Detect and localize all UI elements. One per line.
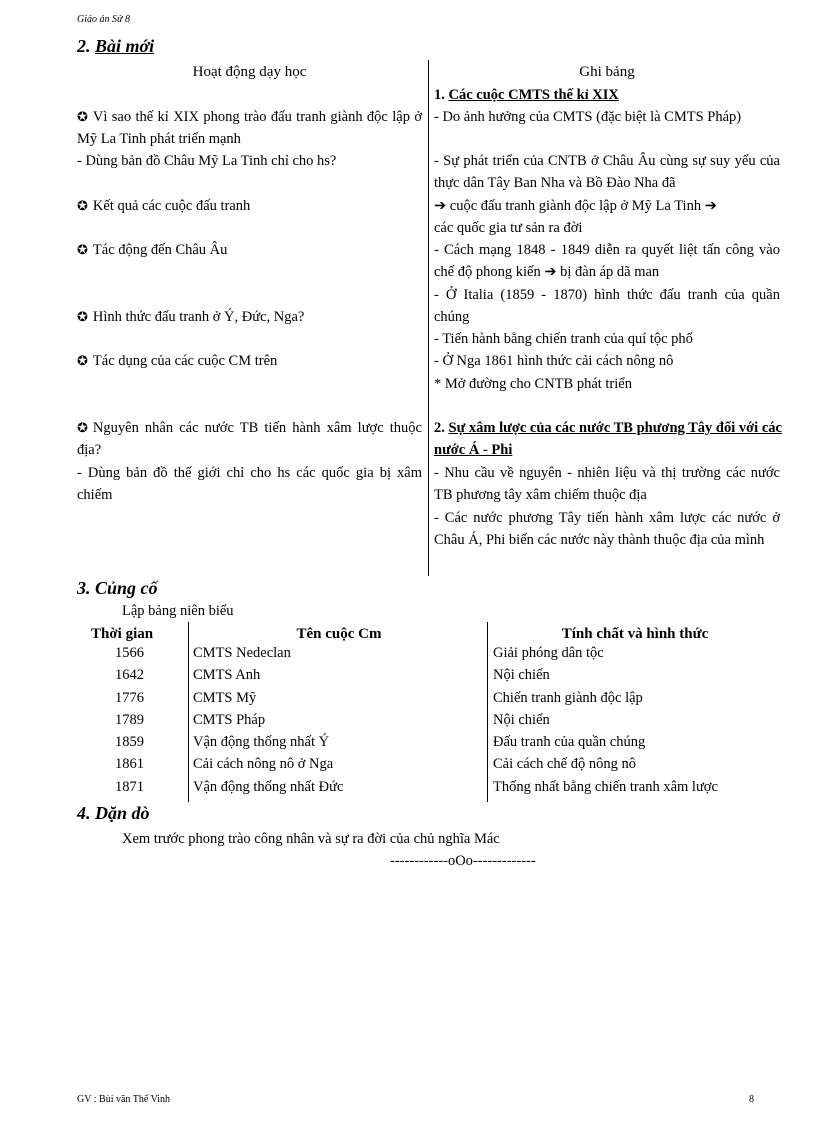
arrow-icon: ➔ (434, 198, 447, 214)
row-time: 1789 (115, 711, 144, 728)
left-item-8: - Dùng bản đồ thế giới chỉ cho hs các quốc gia bị xâm chiếm (77, 465, 422, 504)
left-item-2: - Dùng bản đồ Châu Mỹ La Tinh chỉ cho hs? (77, 153, 337, 169)
header-nature: Tính chất và hình thức (561, 625, 709, 642)
row-name: CMTS Anh (193, 667, 261, 684)
row-name: Vận động thống nhất Đức (193, 778, 344, 795)
row-name: Vận động thống nhất Ý (193, 734, 330, 751)
row-time: 1859 (115, 734, 144, 751)
right-column-heading: Ghi bảng (579, 64, 635, 80)
row-nature: Nội chiến (493, 667, 550, 684)
right-line-11: - Các nước phương Tây tiến hành xâm lược các nước ở Châu Á, Phi biến các nước này thành thuộc địa của mình (434, 510, 780, 549)
row-name: CMTS Nedeclan (193, 645, 291, 661)
bullet-icon: ✪ (77, 309, 88, 324)
row-time: 1642 (115, 667, 144, 684)
footer-page-number: 8 (749, 1094, 754, 1105)
bullet-icon: ✪ (77, 198, 88, 213)
right-line-7: - Tiến hành bằng chiến tranh của quí tộc phổ (434, 331, 693, 347)
left-item-6: ✪ Tác dụng của các cuộc CM trên (77, 353, 278, 369)
row-name: CMTS Pháp (193, 711, 266, 728)
left-item-7: ✪ Nguyên nhân các nước TB tiến hành xâm lược thuộc địa? (77, 420, 422, 459)
header-time: Thời gian (91, 625, 154, 642)
row-nature: Nội chiến (493, 711, 550, 728)
right-subheading-2: 2. Sự xâm lược của các nước TB phương Tây đối với các nước Á - Phi (434, 420, 782, 459)
table-row (91, 690, 781, 712)
table-row (91, 756, 781, 778)
table-row (91, 712, 781, 734)
row-nature: Thống nhất bằng chiến tranh xâm lược (493, 778, 718, 795)
end-separator: ------------oOo------------- (390, 853, 536, 869)
right-line-3: ➔ cuộc đấu tranh giành độc lập ở Mỹ La Tinh ➔ (434, 198, 717, 214)
left-column-heading: Hoạt động dạy học (192, 64, 307, 80)
section-4-text: Xem trước phong trào công nhân và sự ra đời của chủ nghĩa Mác (122, 831, 500, 847)
right-line-4: các quốc gia tư sản ra đời (434, 220, 583, 236)
header-name: Tên cuộc Cm (296, 625, 382, 642)
left-item-4: ✪ Tác động đến Châu Âu (77, 242, 228, 258)
timeline-table (91, 623, 781, 801)
row-nature: Đấu tranh của quần chúng (493, 734, 646, 751)
row-time: 1776 (115, 689, 144, 706)
right-line-10: - Nhu cầu về nguyên - nhiên liệu và thị trường các nước TB phương tây xâm chiếm thuộc địa (434, 465, 780, 504)
row-nature: Giải phóng dân tộc (493, 645, 604, 661)
page-header: Giáo án Sử 8 (77, 14, 130, 25)
right-line-8: - Ở Nga 1861 hình thức cải cách nông nô (434, 353, 674, 369)
left-item-3: ✪ Kết quả các cuộc đấu tranh (77, 198, 251, 214)
row-name: CMTS Mỹ (193, 689, 257, 706)
column-divider (428, 60, 429, 576)
table-header-row (91, 623, 781, 645)
section-2-number: 2. (77, 36, 91, 56)
arrow-icon: ➔ (704, 198, 717, 214)
left-item-1: ✪ Vì sao thế kỉ XIX phong trào đấu tranh giành độc lập ở Mỹ La Tinh phát triển mạnh (77, 109, 422, 148)
section-3-intro: Lập bảng niên biểu (122, 603, 234, 619)
right-line-9: * Mở đường cho CNTB phát triển (434, 376, 632, 392)
table-row (91, 779, 781, 801)
row-time: 1566 (115, 645, 144, 661)
table-row (91, 667, 781, 689)
right-line-2: - Sự phát triển của CNTB ở Châu Âu cùng sự suy yếu của thực dân Tây Ban Nha và Bồ Đào Nha đã (434, 153, 780, 192)
bullet-icon: ✪ (77, 353, 88, 368)
right-line-5: - Cách mạng 1848 - 1849 diễn ra quyết liệt tấn công vào chế độ phong kiến ➔ bị đàn áp dã man (434, 242, 780, 281)
right-line-6: - Ở Italia (1859 - 1870) hình thức đấu tranh của quần chúng (434, 287, 780, 326)
bullet-icon: ✪ (77, 420, 88, 435)
table-row (91, 734, 781, 756)
row-nature: Chiến tranh giành độc lập (493, 689, 643, 706)
row-name: Cải cách nông nô ở Nga (193, 756, 334, 773)
footer-author: GV : Bùi văn Thế Vinh (77, 1094, 171, 1105)
bullet-icon: ✪ (77, 242, 88, 257)
table-row (91, 645, 781, 667)
right-subheading-1: 1. Các cuộc CMTS thế kỉ XIX (434, 87, 619, 103)
section-2-title: Bài mới (95, 36, 155, 56)
right-line-1: - Do ảnh hưởng của CMTS (đặc biệt là CMTS Pháp) (434, 109, 742, 125)
row-time: 1871 (115, 778, 144, 795)
section-4-heading: 4. Dặn dò (77, 803, 150, 823)
arrow-icon: ➔ (544, 264, 557, 281)
left-item-5: ✪ Hình thức đấu tranh ở Ý, Đức, Nga? (77, 309, 305, 325)
row-time: 1861 (115, 756, 144, 773)
bullet-icon: ✪ (77, 109, 88, 124)
row-nature: Cải cách chế độ nông nô (493, 756, 636, 773)
section-2-heading (77, 36, 154, 57)
section-3-heading: 3. Củng cố (77, 578, 158, 598)
